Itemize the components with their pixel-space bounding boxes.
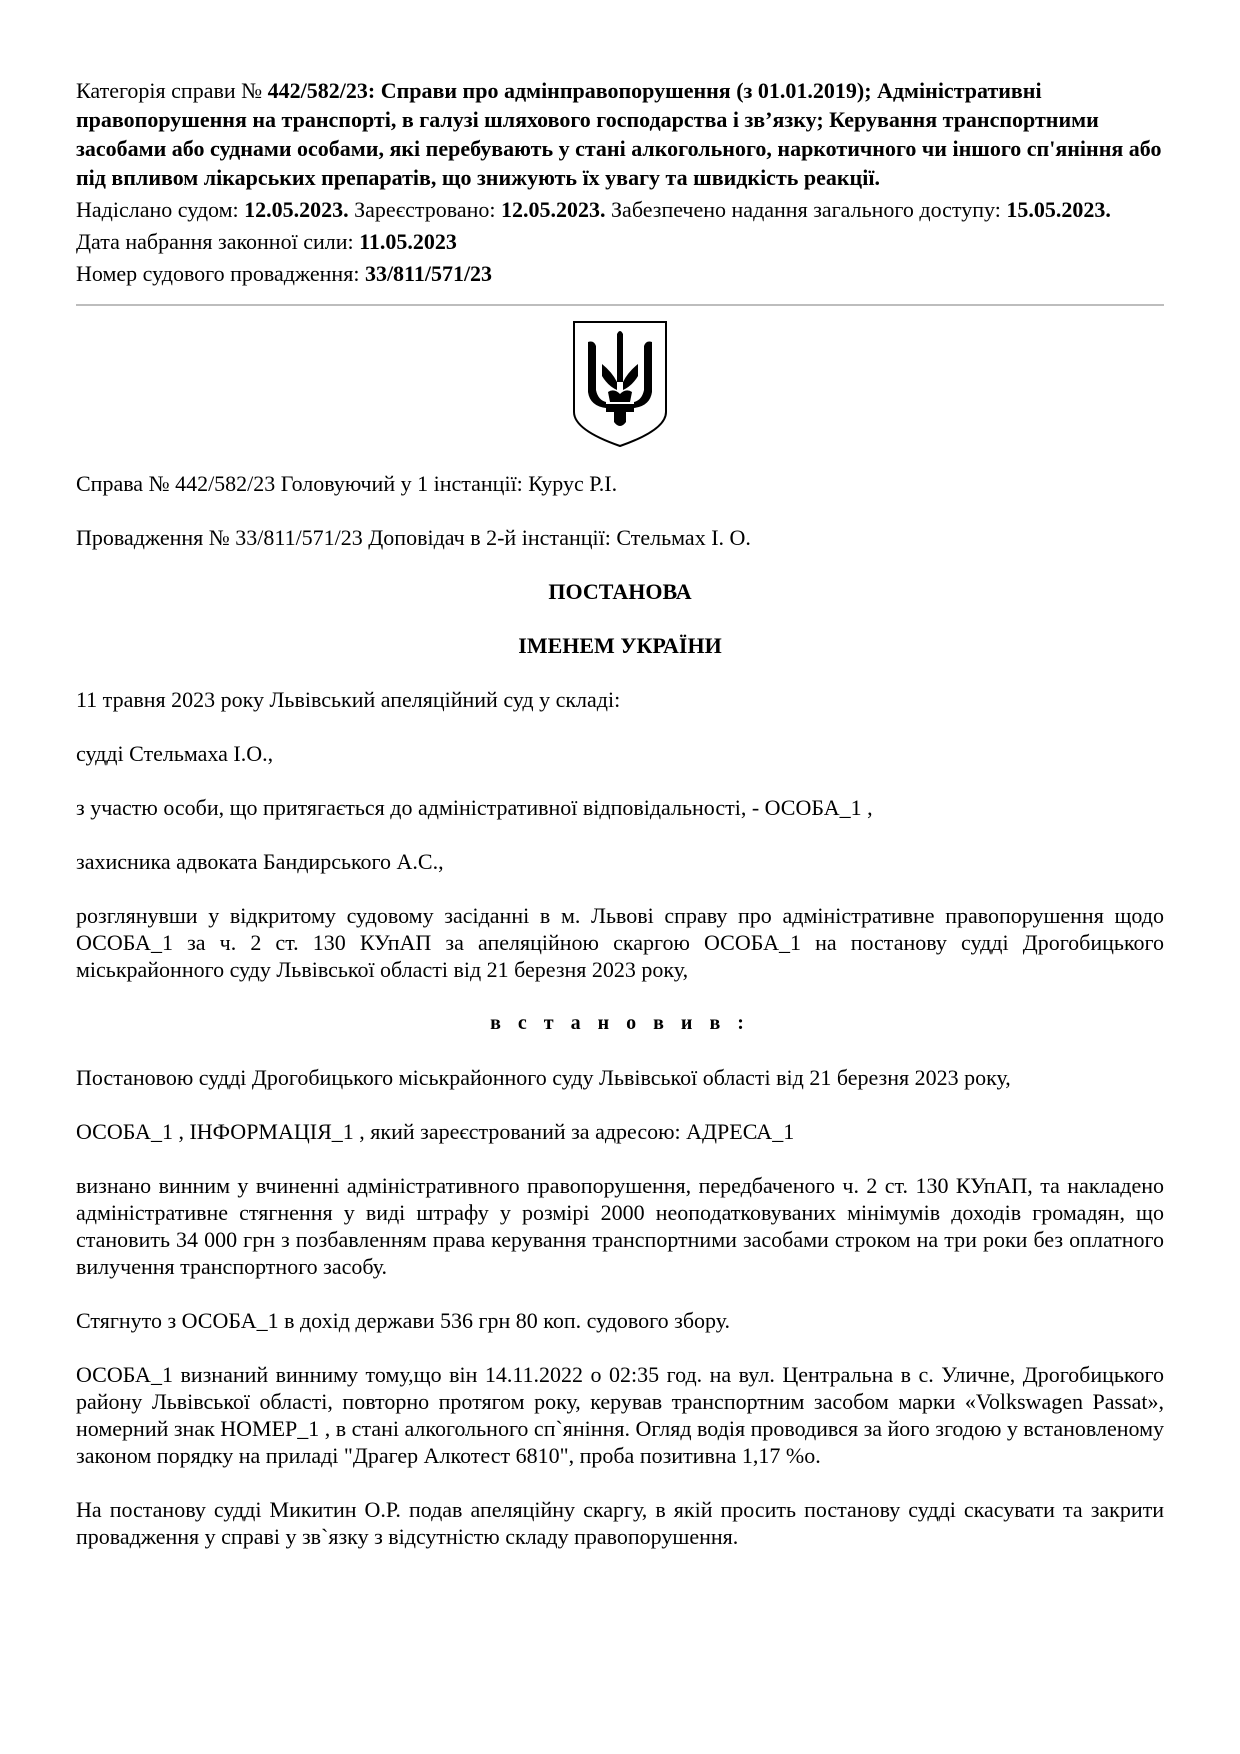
paragraph: ОСОБА_1 визнаний винниму тому,що він 14.11.2022 о 02:35 год. на вул. Центральна в с. Уличне, Дрогобицького району Львівської області, повторно протягом року, керував транспортним засобом марки «Volkswagen Passat», номерний знак НОМЕР_1 , в стані алкогольного сп`яніння. Огляд водія проводився за його згодою у встановленому законом порядку на приладі "Драгер Алкотест 6810", проба позитивна 1,17 %о.: [76, 1362, 1164, 1468]
document-content: [76, 76, 1164, 1577]
effective-date: 11.05.2023: [359, 229, 457, 254]
registered-date: 12.05.2023.: [501, 197, 606, 222]
category-number: 442/582/23:: [267, 78, 376, 103]
paragraph: Стягнуто з ОСОБА_1 в дохід держави 536 грн 80 коп. судового збору.: [76, 1308, 731, 1333]
proceeding-number: 33/811/571/23: [364, 261, 493, 286]
established-heading: в с т а н о в и в :: [490, 1012, 750, 1034]
paragraph: захисника адвоката Бандирського А.С.,: [76, 849, 444, 874]
sent-date: 12.05.2023.: [244, 197, 349, 222]
case-line: Справа № 442/582/23 Головуючий у 1 інстанції: Курус Р.І.: [76, 471, 618, 496]
registered-label: Зареєстровано:: [354, 197, 496, 222]
ruling-title: ПОСТАНОВА: [548, 579, 692, 604]
proceeding-number-line: [76, 259, 1164, 288]
paragraph: розглянувши у відкритому судовому засіданні в м. Львові справу про адміністративне правопорушення щодо ОСОБА_1 за ч. 2 ст. 130 КУпАП за апеляційною скаргою ОСОБА_1 на постанову судді Дрогобицького міськрайонного суду Львівської області від 21 березня 2023 року,: [76, 903, 1164, 982]
ruling-subtitle: ІМЕНЕМ УКРАЇНИ: [518, 633, 722, 658]
proceeding-label: Номер судового провадження:: [76, 261, 360, 286]
paragraph: з участю особи, що притягається до адміністративної відповідальності, - ОСОБА_1 ,: [76, 795, 873, 820]
paragraph: ОСОБА_1 , ІНФОРМАЦІЯ_1 , який зареєстрований за адресою: АДРЕСА_1: [76, 1119, 795, 1144]
ruling-body: [76, 470, 1164, 1550]
paragraph: Постановою судді Дрогобицького міськрайонного суду Львівської області від 21 березня 2023 року,: [76, 1065, 1011, 1090]
case-header: [76, 76, 1164, 288]
effective-label: Дата набрання законної сили:: [76, 229, 354, 254]
paragraph: судді Стельмаха І.О.,: [76, 741, 274, 766]
category-label: Категорія справи №: [76, 78, 263, 103]
effective-date-line: [76, 227, 1164, 256]
case-category: [76, 76, 1164, 192]
proceeding-line: Провадження № 33/811/571/23 Доповідач в 2-й інстанції: Стельмах І. О.: [76, 525, 751, 550]
paragraph: визнано винним у вчиненні адміністративного правопорушення, передбаченого ч. 2 ст. 130 КУпАП, та накладено адміністративне стягнення у виді штрафу у розмірі 2000 неоподатковуваних мінімумів доходів громадян, що становить 34 000 грн з позбавленням права керування транспортними засобами строком на три роки без оплатного вилучення транспортного засобу.: [76, 1173, 1164, 1279]
category-text: Справи про адмінправопорушення (з 01.01.2019); Адміністративні правопорушення на транспорті, в галузі шляхового господарства і зв’язку; Керування транспортними засобами або суднами особами, які перебувають у стані алкогольного, наркотичного чи іншого сп'яніння або під впливом лікарських препаратів, що знижують їх увагу та швидкість реакції.: [76, 78, 1162, 190]
sent-label: Надіслано судом:: [76, 197, 239, 222]
case-dates: [76, 195, 1164, 224]
paragraph: На постанову судді Микитин О.Р. подав апеляційну скаргу, в якій просить постанову судді скасувати та закрити провадження у справі у зв`язку з відсутністю складу правопорушення.: [76, 1497, 1164, 1549]
paragraph: 11 травня 2023 року Львівський апеляційний суд у складі:: [76, 687, 621, 712]
coat-of-arms-icon: [572, 320, 668, 448]
access-label: Забезпечено надання загального доступу:: [611, 197, 1001, 222]
access-date: 15.05.2023.: [1006, 197, 1111, 222]
header-divider: [76, 304, 1164, 306]
